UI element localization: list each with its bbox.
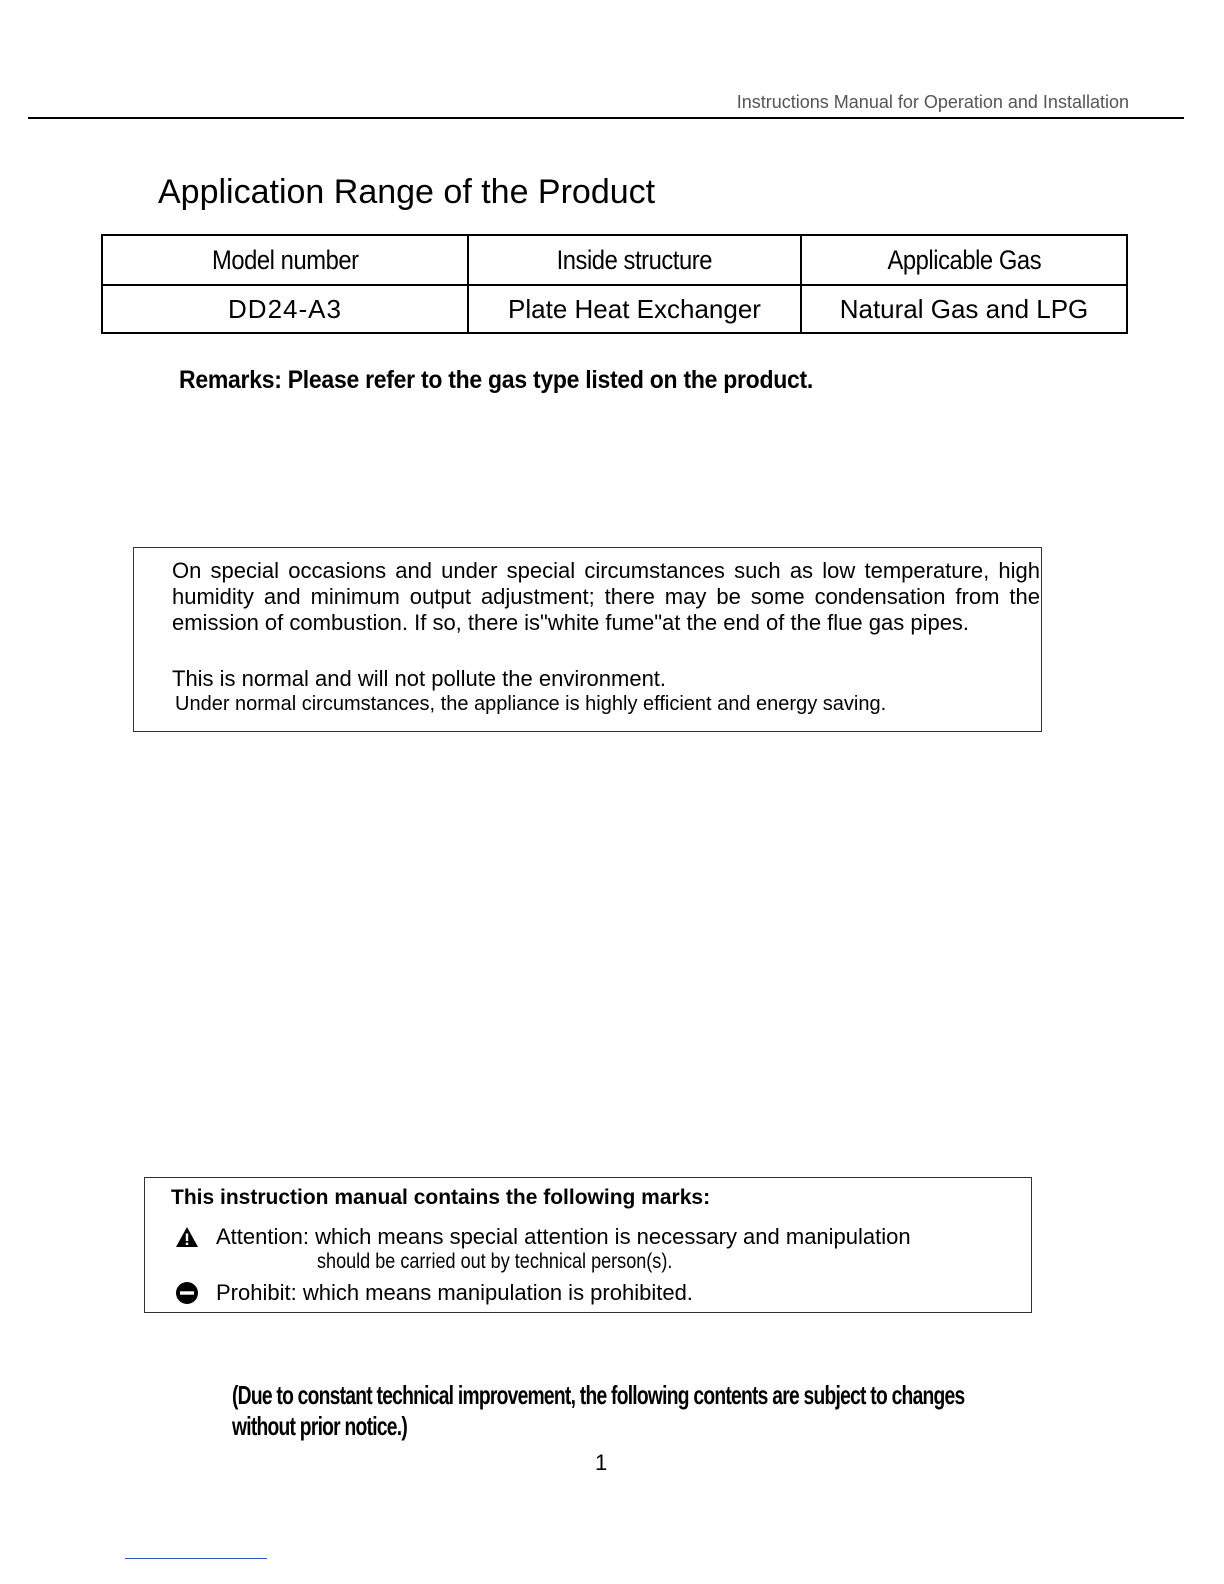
table-header-row <box>102 235 1127 285</box>
column-header-gas: Applicable Gas <box>801 235 1127 285</box>
running-header: Instructions Manual for Operation and Installation <box>736 92 1129 112</box>
marks-title: This instruction manual contains the following marks: <box>171 1186 711 1209</box>
change-notice: (Due to constant technical improvement, the following contents are subject to changes without prior notice.) <box>232 1380 965 1441</box>
cell-inside-structure: Plate Heat Exchanger <box>468 285 801 333</box>
warning-triangle-icon <box>175 1225 199 1249</box>
note-paragraph: On special occasions and under special circumstances such as low temperature, high humidity and minimum output adjustment; there may be some condensation from the emission of combustion. If so, there is"white fume"at the end of the flue gas pipes. <box>172 558 1040 635</box>
prohibit-mark-row <box>175 1280 693 1306</box>
cell-model-number: DD24-A3 <box>102 285 468 333</box>
application-range-table <box>101 234 1128 334</box>
table-row <box>102 285 1127 333</box>
condensation-note-box <box>133 547 1042 732</box>
marks-legend-box <box>144 1177 1032 1313</box>
note-line-environment: This is normal and will not pollute the environment. <box>172 666 667 691</box>
remarks-text: Remarks: Please refer to the gas type listed on the product. <box>179 366 814 394</box>
page-title: Application Range of the Product <box>158 173 656 211</box>
attention-text: Attention: which means special attention is necessary and manipulation <box>216 1224 911 1249</box>
attention-continuation: should be carried out by technical person(s). <box>317 1250 673 1273</box>
page-number: 1 <box>595 1450 608 1475</box>
column-header-structure: Inside structure <box>468 235 801 285</box>
footer-link-underline <box>125 1558 267 1559</box>
note-line-efficiency: Under normal circumstances, the appliance is highly efficient and energy saving. <box>175 693 887 715</box>
prohibit-text: Prohibit: which means manipulation is prohibited. <box>216 1280 693 1305</box>
prohibit-icon <box>175 1281 199 1305</box>
column-header-model: Model number <box>102 235 468 285</box>
header-rule <box>28 117 1184 119</box>
cell-applicable-gas: Natural Gas and LPG <box>801 285 1127 333</box>
attention-mark-row <box>175 1224 911 1250</box>
